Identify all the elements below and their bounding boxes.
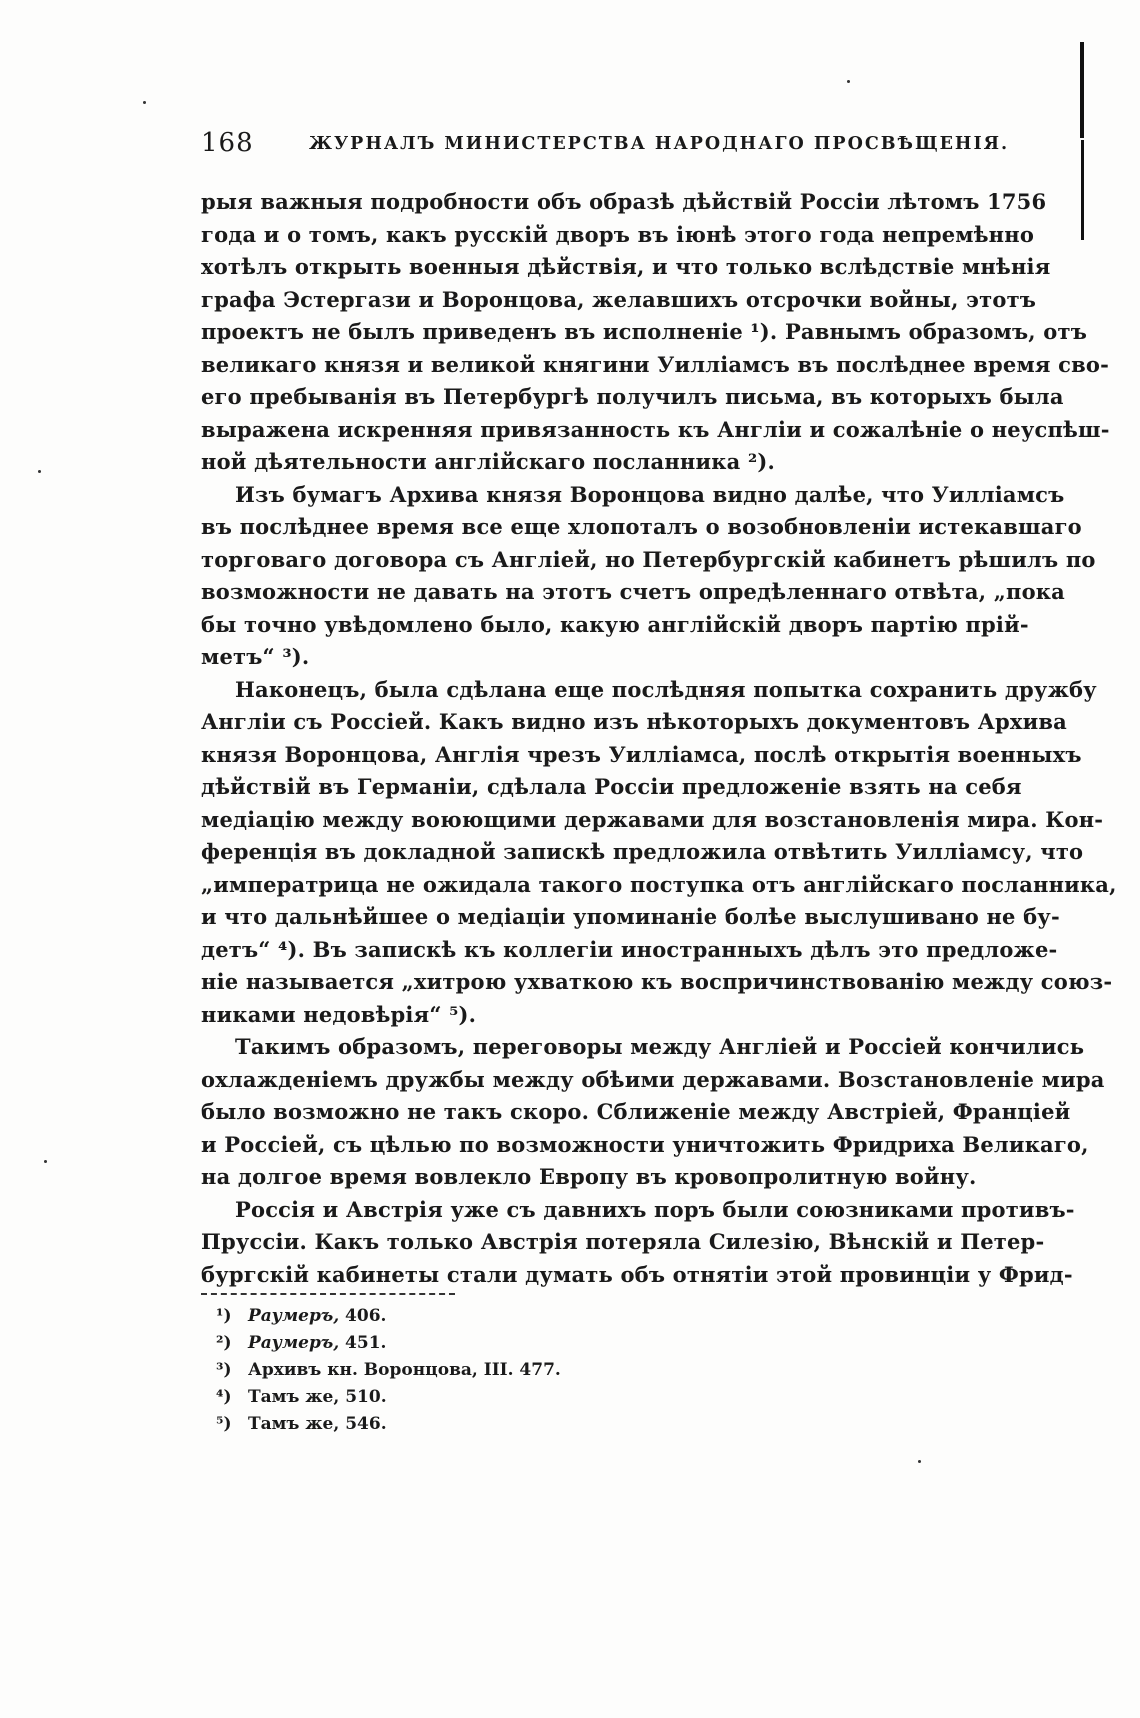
text-line: охлажденіемъ дружбы между обѣими державами. Возстановленіе мира — [201, 1066, 1105, 1092]
scan-edge-mark — [1081, 140, 1084, 240]
footnote-ref: Тамъ же, 546. — [248, 1414, 387, 1434]
body-text — [201, 186, 1117, 1291]
paragraph-start-line: Такимъ образомъ, переговоры между Англіей и Россіей кончились — [235, 1034, 1085, 1059]
text-line: метъ“ ³). — [201, 644, 310, 669]
scan-speck — [847, 80, 850, 83]
text-line: года и о томъ, какъ русскій дворъ въ іюнѣ этого года непремѣнно — [201, 221, 1035, 247]
footnote-number: ¹) — [216, 1306, 232, 1326]
text-line: его пребыванія въ Петербургѣ получилъ письма, въ которыхъ была — [201, 384, 1064, 409]
footnote-number: ²) — [216, 1333, 232, 1353]
footnote-item — [216, 1384, 816, 1411]
scan-speck — [143, 101, 146, 104]
text-line: бургскій кабинеты стали думать объ отнятіи этой провинціи у Фрид- — [201, 1261, 1073, 1287]
footnote-ref: Тамъ же, 510. — [248, 1387, 387, 1407]
footnote-number: ⁴) — [216, 1387, 232, 1407]
text-line: хотѣлъ открыть военныя дѣйствія, и что только вслѣдствіе мнѣнія — [201, 254, 1051, 279]
text-line: проектъ не былъ приведенъ въ исполненіе ¹). Равнымъ образомъ, отъ — [201, 319, 1088, 344]
scan-speck — [44, 1160, 47, 1163]
text-line: никами недовѣрія“ ⁵). — [201, 1001, 477, 1027]
text-line: рыя важныя подробности объ образѣ дѣйствій Россіи лѣтомъ 1756 — [201, 189, 1047, 214]
paragraph-start-line: Наконецъ, была сдѣлана еще послѣдняя попытка сохранить дружбу — [235, 676, 1097, 702]
text-line: торговаго договора съ Англіей, но Петербургскій кабинетъ рѣшилъ по — [201, 546, 1096, 572]
page-header — [201, 128, 1011, 164]
footnote-divider — [201, 1293, 455, 1295]
text-line: возможности не давать на этотъ счетъ опредѣленнаго отвѣта, „пока — [201, 579, 1065, 604]
text-line: ной дѣятельности англійскаго посланника ²). — [201, 449, 776, 474]
text-line: дѣйствій въ Германіи, сдѣлала Россіи предложеніе взять на себя — [201, 774, 1022, 799]
text-line: было возможно не такъ скоро. Сближеніе между Австріей, Франціей — [201, 1099, 1071, 1124]
footnote-ref: 451. — [345, 1333, 387, 1353]
footnote-item — [216, 1330, 816, 1357]
text-line: бы точно увѣдомлено было, какую англійскій дворъ партію прій- — [201, 611, 1029, 637]
text-line: медіацію между воюющими державами для возстановленія мира. Кон- — [201, 806, 1104, 832]
footnote-ref: Архивъ кн. Воронцова, III. 477. — [248, 1360, 561, 1380]
text-line: „императрица не ожидала такого поступка отъ англійскаго посланника, — [201, 871, 1117, 897]
text-line: князя Воронцова, Англія чрезъ Уилліамса, послѣ открытія военныхъ — [201, 741, 1082, 767]
text-line: выражена искренняя привязанность къ Англіи и сожалѣніе о неуспѣш- — [201, 416, 1110, 442]
scan-edge-mark — [1080, 42, 1084, 138]
text-line: и что дальнѣйшее о медіаціи упоминаніе болѣе выслушивано не бу- — [201, 904, 1060, 929]
footnote-item — [216, 1411, 816, 1438]
scan-speck — [918, 1460, 921, 1463]
footnote-item — [216, 1357, 816, 1384]
text-line: ніе называется „хитрою ухваткою къ воспричинствованію между союз- — [201, 969, 1113, 994]
footnotes — [216, 1303, 816, 1438]
footnote-ref: 406. — [345, 1306, 387, 1326]
scan-speck — [38, 470, 41, 473]
page-number: 168 — [201, 128, 254, 158]
text-line: Англіи съ Россіей. Какъ видно изъ нѣкоторыхъ документовъ Архива — [201, 709, 1067, 734]
footnote-source: Раумеръ, — [248, 1333, 340, 1353]
paragraph-start-line: Россія и Австрія уже съ давнихъ поръ были союзниками противъ- — [235, 1196, 1075, 1222]
text-line: великаго князя и великой княгини Уилліамсъ въ послѣднее время сво- — [201, 351, 1110, 377]
text-line: ференція въ докладной запискѣ предложила отвѣтить Уилліамсу, что — [201, 839, 1084, 864]
text-line: и Россіей, съ цѣлью по возможности уничтожить Фридриха Великаго, — [201, 1131, 1089, 1157]
text-line: въ послѣднее время все еще хлопоталъ о возобновленіи истекавшаго — [201, 514, 1082, 539]
footnote-number: ⁵) — [216, 1414, 232, 1434]
footnote-number: ³) — [216, 1360, 232, 1380]
text-line: Пруссіи. Какъ только Австрія потеряла Силезію, Вѣнскій и Петер- — [201, 1229, 1045, 1254]
footnote-item — [216, 1303, 816, 1330]
footnote-source: Раумеръ, — [248, 1306, 340, 1326]
paragraph-start-line: Изъ бумагъ Архива князя Воронцова видно далѣе, что Уилліамсъ — [235, 481, 1065, 507]
text-line: графа Эстергази и Воронцова, желавшихъ отсрочки войны, этотъ — [201, 286, 1037, 312]
text-line: на долгое время вовлекло Европу въ кровопролитную войну. — [201, 1164, 977, 1189]
text-line: детъ“ ⁴). Въ запискѣ къ коллегіи иностранныхъ дѣлъ это предложе- — [201, 936, 1058, 962]
running-head: ЖУРНАЛЪ МИНИСТЕРСТВА НАРОДНАГО ПРОСВѢЩЕНІЯ. — [309, 134, 1010, 154]
